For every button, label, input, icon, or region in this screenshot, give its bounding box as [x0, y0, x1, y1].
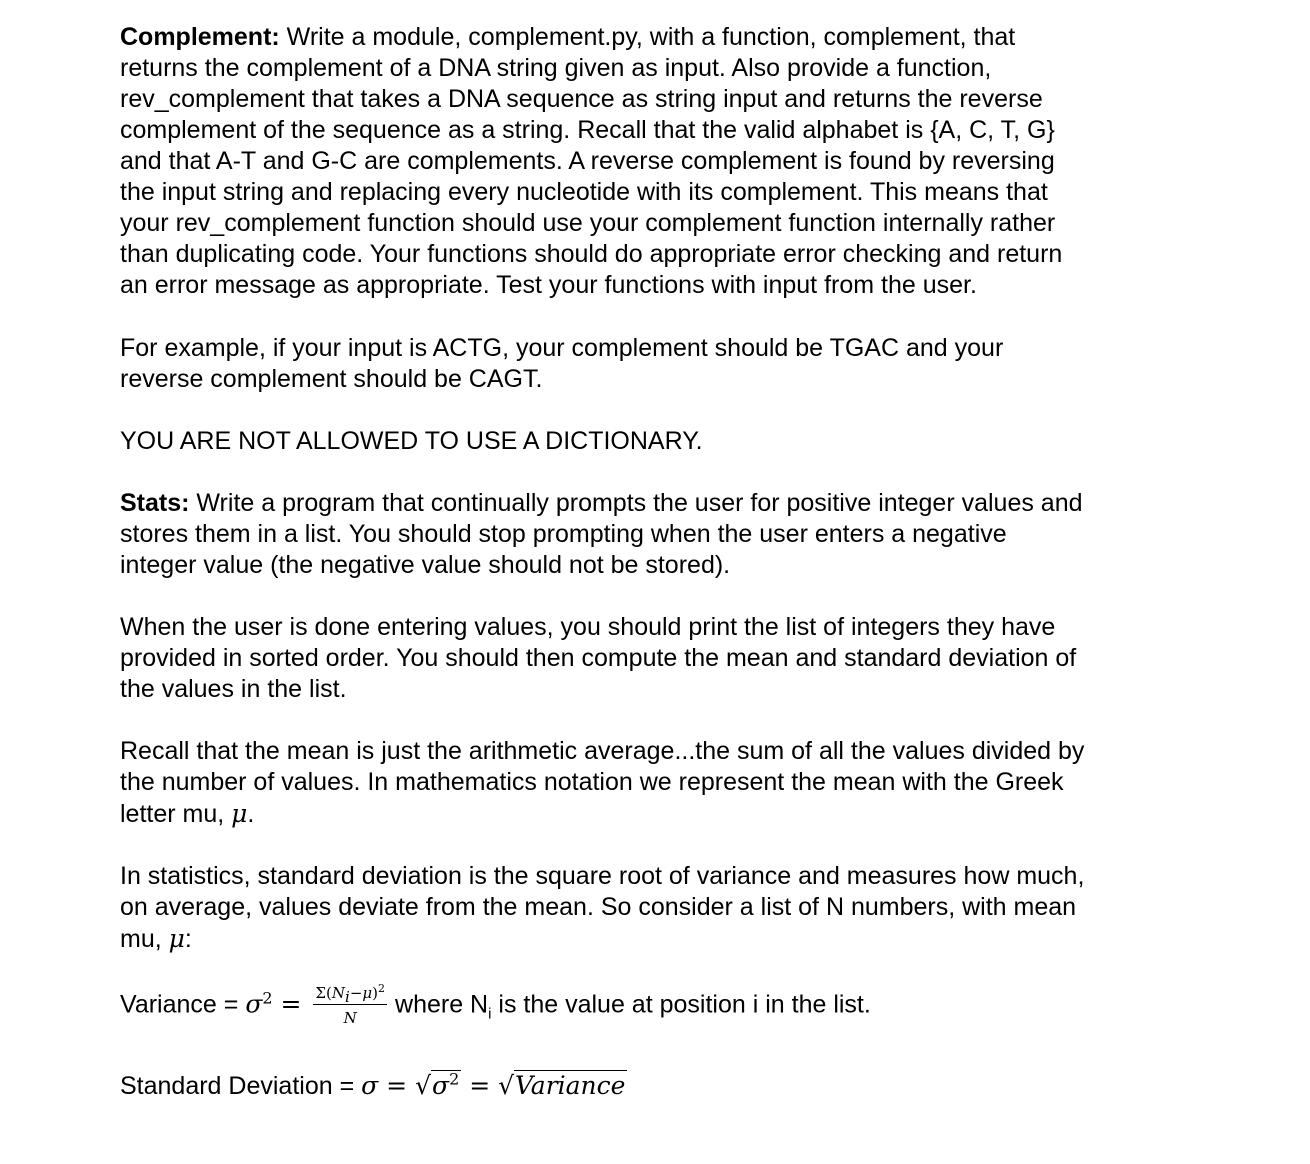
variance-explanation-pre: where N — [395, 990, 489, 1019]
variance-explanation-post: is the value at position i in the list. — [491, 990, 871, 1019]
sqrt-variance-inner: Variance — [515, 1071, 626, 1100]
complement-line-8: than duplicating code. Your functions should do appropriate error checking and return — [120, 240, 1063, 268]
sqrt-sigma-squared — [415, 1071, 461, 1100]
variance-label: Variance = — [120, 990, 246, 1019]
para3-line-3 — [120, 798, 1180, 830]
variance-denominator: N — [343, 1009, 357, 1027]
mu-symbol-2: μ — [168, 924, 185, 953]
std-equals-2: = — [461, 1071, 499, 1100]
period: . — [247, 800, 255, 828]
stats-text-1: Write a program that continually prompts the user for positive integer values and — [189, 489, 1083, 517]
numerator-n: N — [331, 984, 346, 1002]
complement-line-9: an error message as appropriate. Test your functions with input from the user. — [120, 271, 977, 299]
variance-fraction — [313, 984, 387, 1028]
std-label: Standard Deviation = — [120, 1072, 362, 1100]
para3-line-2: the number of values. In mathematics notation we represent the mean with the Greek — [120, 768, 1064, 796]
para4-line-2: on average, values deviate from the mean. So consider a list of N numbers, with mean — [120, 893, 1077, 921]
std-dev-paragraph — [120, 861, 1180, 955]
stats-heading: Stats: — [120, 489, 190, 517]
inner-sigma: σ — [432, 1071, 450, 1100]
complement-line-1 — [120, 22, 1180, 53]
complement-heading: Complement: — [120, 23, 280, 51]
para2-line-3: the values in the list. — [120, 675, 347, 703]
sqrt-variance — [498, 1071, 627, 1100]
colon: : — [184, 925, 192, 953]
numerator-sub: i — [345, 988, 350, 1006]
radical-icon-2: √ — [498, 1071, 515, 1100]
complement-line-7: your rev_complement function should use your complement function internally rather — [120, 209, 1056, 237]
para4-text-3: mu, — [120, 925, 169, 953]
std-dev-formula — [120, 1071, 627, 1101]
para2-line-2: provided in sorted order. You should then compute the mean and standard deviation of — [120, 644, 1077, 672]
numerator-close: ) — [372, 984, 379, 1002]
sqrt-sigma-inner — [431, 1070, 461, 1100]
para3-line-1: Recall that the mean is just the arithmetic average...the sum of all the values divided by — [120, 737, 1085, 765]
complement-line-4: complement of the sequence as a string. Recall that the valid alphabet is {A, C, T, G} — [120, 116, 1055, 144]
mean-paragraph — [120, 736, 1180, 830]
complement-text-1: Write a module, complement.py, with a function, complement, that — [279, 23, 1016, 51]
example-line-2: reverse complement should be CAGT. — [120, 365, 543, 393]
warning-text: YOU ARE NOT ALLOWED TO USE A DICTIONARY. — [120, 427, 703, 455]
example-line-1: For example, if your input is ACTG, your complement should be TGAC and your — [120, 334, 1004, 362]
numerator-sum: Σ( — [315, 984, 332, 1002]
para2-line-1: When the user is done entering values, you should print the list of integers they have — [120, 613, 1056, 641]
mu-symbol: μ — [231, 799, 248, 828]
complement-paragraph — [120, 22, 1180, 301]
variance-sigma-power: 2 — [262, 988, 273, 1008]
dictionary-warning — [120, 426, 1180, 457]
radical-icon: √ — [415, 1071, 431, 1100]
numerator-minus: − — [349, 984, 363, 1002]
para3-text-3: letter mu, — [120, 800, 232, 828]
para4-line-1: In statistics, standard deviation is the square root of variance and measures how much, — [120, 862, 1085, 890]
stats-line-2: stores them in a list. You should stop prompting when the user enters a negative — [120, 520, 1007, 548]
sorted-output-paragraph — [120, 612, 1180, 705]
para4-line-3 — [120, 923, 1180, 955]
example-paragraph — [120, 333, 1180, 395]
variance-explanation-sub: i — [488, 1005, 492, 1023]
complement-line-6: the input string and replacing every nucleotide with its complement. This means that — [120, 178, 1048, 206]
stats-paragraph — [120, 488, 1180, 581]
complement-line-5: and that A-T and G-C are complements. A reverse complement is found by reversing — [120, 147, 1055, 175]
complement-line-2: returns the complement of a DNA string given as input. Also provide a function, — [120, 54, 992, 82]
variance-equals: = — [272, 989, 310, 1019]
variance-formula — [120, 984, 871, 1028]
numerator-pow: 2 — [378, 982, 386, 995]
std-equals-1: = — [378, 1071, 416, 1100]
inner-sigma-power: 2 — [449, 1069, 460, 1089]
stats-line-1 — [120, 488, 1180, 519]
variance-sigma: σ — [245, 989, 263, 1019]
variance-numerator — [313, 984, 387, 1005]
stats-line-3: integer value (the negative value should not be stored). — [120, 551, 731, 579]
std-sigma: σ — [361, 1071, 379, 1100]
numerator-mu: μ — [362, 984, 373, 1002]
complement-line-3: rev_complement that takes a DNA sequence as string input and returns the reverse — [120, 85, 1043, 113]
